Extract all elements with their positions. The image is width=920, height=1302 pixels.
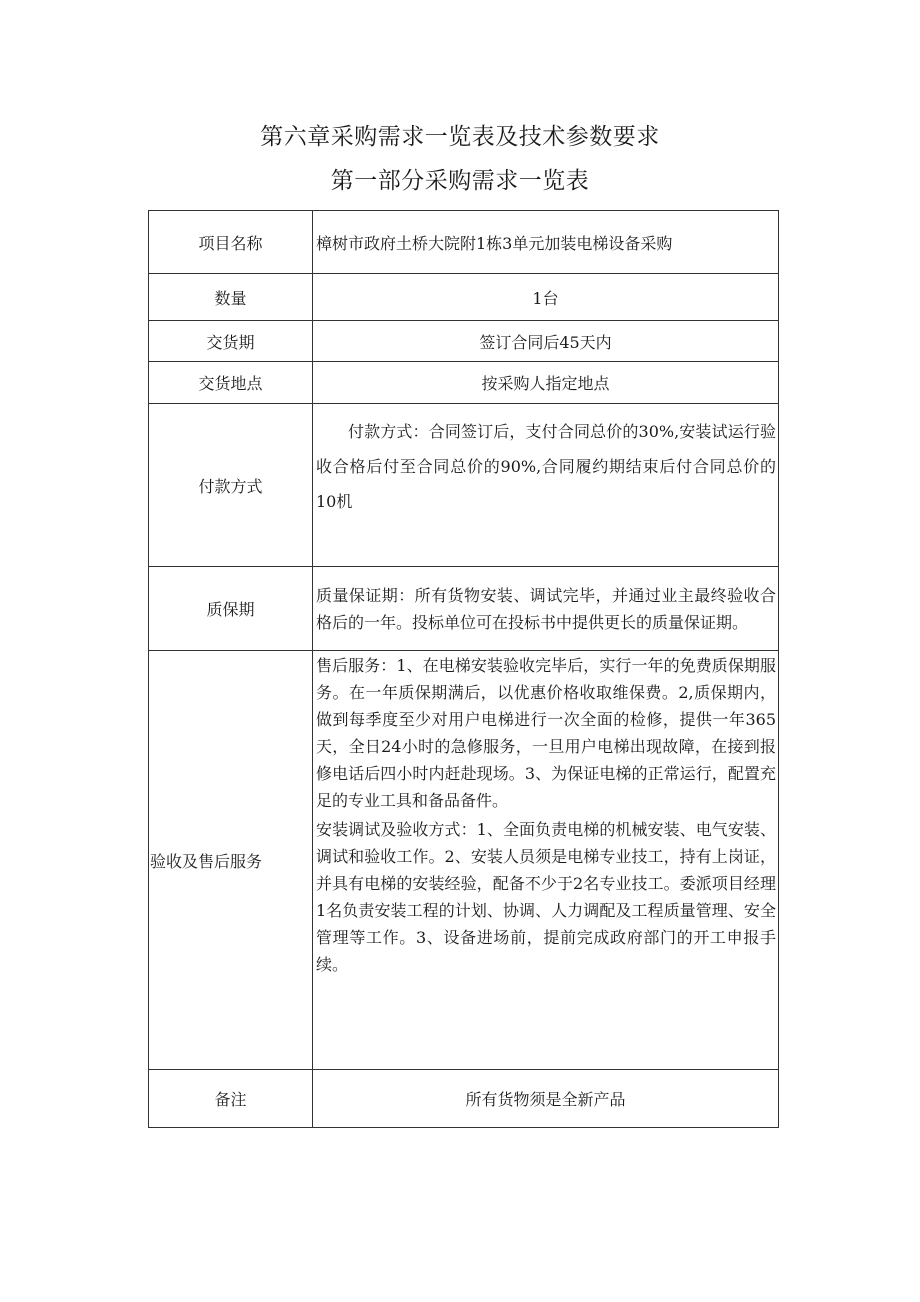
row-quantity xyxy=(149,274,779,321)
value-quantity: 1台 xyxy=(313,274,779,321)
value-payment-cell xyxy=(313,404,779,567)
label-acceptance-service: 验收及售后服务 xyxy=(149,651,313,1070)
row-acceptance-service xyxy=(149,651,779,1070)
row-remarks xyxy=(149,1070,779,1128)
value-delivery-period: 签订合同后45天内 xyxy=(313,321,779,362)
row-payment xyxy=(149,404,779,567)
value-delivery-location: 按采购人指定地点 xyxy=(313,362,779,404)
requirements-table xyxy=(148,210,779,1128)
value-project-name: 樟树市政府土桥大院附1栋3单元加装电梯设备采购 xyxy=(313,211,779,274)
value-installation: 安装调试及验收方式：1、全面负责电梯的机械安装、电气安装、调试和验收工作。2、安装人员须是电梯专业技工，持有上岗证，并具有电梯的安装经验，配备不少于2名专业技工。委派项目经理1名负责安装工程的计划、协调、人力调配及工程质量管理、安全管理等工作。3、设备进场前，提前完成政府部门的开工申报手续。 xyxy=(316,820,776,974)
part-title: 第一部分采购需求一览表 xyxy=(330,168,590,194)
value-remarks: 所有货物须是全新产品 xyxy=(313,1070,779,1128)
row-warranty xyxy=(149,567,779,651)
value-payment: 付款方式：合同签订后，支付合同总价的30%,安装试运行验收合格后付至合同总价的90%,合同履约期结束后付合同总价的10机 xyxy=(316,422,776,511)
label-remarks: 备注 xyxy=(149,1070,313,1128)
label-quantity: 数量 xyxy=(149,274,313,321)
value-acceptance-service-cell xyxy=(313,651,779,1070)
row-delivery-period xyxy=(149,321,779,362)
label-warranty: 质保期 xyxy=(149,567,313,651)
chapter-title: 第六章采购需求一览表及技术参数要求 xyxy=(260,124,660,150)
label-delivery-location: 交货地点 xyxy=(149,362,313,404)
value-warranty: 质量保证期：所有货物安装、调试完毕，并通过业主最终验收合格后的一年。投标单位可在投标书中提供更长的质量保证期。 xyxy=(316,585,776,632)
value-warranty-cell xyxy=(313,567,779,651)
label-project-name: 项目名称 xyxy=(149,211,313,274)
label-payment: 付款方式 xyxy=(149,404,313,567)
value-after-sales: 售后服务：1、在电梯安装验收完毕后，实行一年的免费质保期服务。在一年质保期满后，以优惠价格收取维保费。2,质保期内，做到每季度至少对用户电梯进行一次全面的检修，提供一年365天，全日24小时的急修服务，一旦用户电梯出现故障，在接到报修电话后四小时内赶赴现场。3、为保证电梯的正常运行，配置充足的专业工具和备品备件。 xyxy=(316,656,776,810)
row-project-name xyxy=(149,211,779,274)
label-delivery-period: 交货期 xyxy=(149,321,313,362)
row-delivery-location xyxy=(149,362,779,404)
